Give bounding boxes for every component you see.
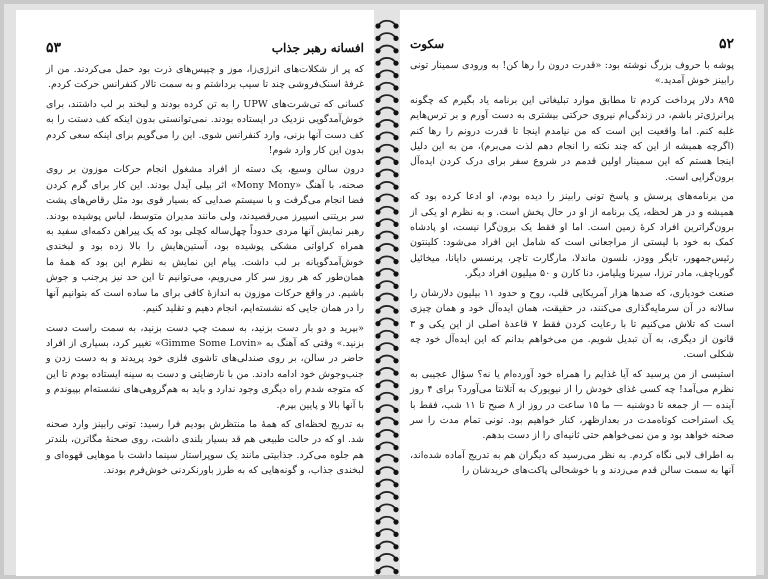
spiral-ring bbox=[375, 157, 398, 165]
spiral-ring bbox=[375, 194, 398, 202]
spiral-ring bbox=[375, 430, 398, 438]
paragraph: پوشه با حروف بزرگ نوشته بود: «قدرت درون را رها کن! به ورودی سمینار تونی رابینز خوش آمدید.» bbox=[410, 60, 734, 87]
page-number: ۵۳ bbox=[46, 40, 62, 56]
spiral-ring bbox=[375, 343, 398, 351]
spiral-ring bbox=[375, 480, 398, 488]
spiral-ring bbox=[375, 170, 398, 178]
spiral-ring bbox=[375, 393, 398, 401]
spiral-rings-icon bbox=[372, 12, 402, 578]
spiral-ring bbox=[375, 504, 398, 512]
spiral-binding bbox=[372, 12, 402, 578]
spiral-ring bbox=[375, 46, 398, 54]
spiral-ring bbox=[375, 306, 398, 314]
paragraph: به تدریج لحظه‌ای که همهٔ ما منتظرش بودیم فرا رسید: تونی رابینز وارد صحنه شد. او که در حالت طبیعی هم قد بسیار بلندی داشت، روی صحنهٔ مگاترن، بلندتر هم جلوه می‌کرد. جذابیتی مانند یک سوپراستار سینما داشت با موهایی قهوه‌ای و لبخندی جذاب، و گونه‌هایی که به طرز باورنکردنی خوش‌فرم بودند. bbox=[46, 418, 364, 477]
paragraph: صنعت خودیاری، که صدها هزار آمریکایی قلب، روح و حدود ۱۱ بیلیون دلارشان را سالانه در آن سرمایه‌گذاری می‌کنند، در حقیقت، همان ایده‌آل خود و همان چیزی است که تلاش می‌کنیم تا با رعایت کردن فقط ۷ قاعدهٔ اصلی از این یکی و ۳ قانون از دیگری، به آن تبدیل شویم. من می‌خواهم بدانم که این ایده‌آل خود چه شکلی است. bbox=[410, 287, 734, 361]
book-spread bbox=[4, 4, 764, 575]
spiral-ring bbox=[375, 83, 398, 91]
chapter-title: افسانه رهبر جذاب bbox=[271, 41, 364, 55]
spiral-ring bbox=[375, 492, 398, 500]
left-page bbox=[16, 10, 374, 576]
paragraph: «بپرید و دو بار دست بزنید، به سمت چپ دست بزنید، به سمت راست دست بزنید.» وقتی که آهنگ به «Gimme Some Lovin» تغییر کرد، بسیاری از افراد حاضر در سالن، بر روی صندلی‌های تاشوی فلزی خود پریدند و به دست زدن و جنب‌وجوش خود ادامه دادند. من با نارضایتی و دست به سینه ایستاده بودم تا این که متوجه شدم راه دیگری وجود ندارد و باید به هم‌گروهی‌های نشسته‌ام بپیوندم و با آنها بالا و پایین بپرم. bbox=[46, 322, 365, 411]
paragraph: من برنامه‌های پرسش و پاسخ تونی رابینز را دیده بودم، او ادعا کرده بود که همیشه و در هر لحظه، یک برنامه از او در حال پخش است. و به نظرم او یکی از برون‌گراترین افراد کرهٔ زمین است. اما او فقط یک برون‌گرا نیست، او پادشاه کمک به خود با لیستی از مراجعانی است که شامل این افراد می‌شود: کلینتون رئیس‌جمهور، تایگر وودز، نلسون ماندلا، مارگارت تاچر، پرنسس دایانا، میخائیل گورباچف، مادر ترزا، سیرنا ویلیامز، دنا کارن و ۵۰ میلیون افراد دیگر. bbox=[410, 191, 734, 280]
spiral-ring bbox=[375, 120, 398, 128]
spiral-ring bbox=[375, 405, 398, 413]
spiral-ring bbox=[375, 219, 398, 227]
spiral-ring bbox=[375, 33, 398, 41]
spiral-ring bbox=[375, 529, 398, 537]
spiral-ring bbox=[375, 368, 398, 376]
spiral-ring bbox=[375, 356, 398, 364]
spiral-ring bbox=[375, 455, 398, 463]
paragraph: درون سالن وسیع، یک دسته از افراد مشغول انجام حرکات موزون بر روی صحنه، با آهنگ «Mony Mony» اثر بیلی آیدل بودند. این کار برای گرم کردن فضا انجام می‌گرفت و با سیستم صدایی که بسیار قوی بود مثل رقاص‌های پشت سر بریتنی اسپیرز می‌رقصیدند، ولی مانند مدیران متوسط، لباس پوشیده بودند. رهبر نمایش آنها مردی حدوداً چهل‌ساله کچلی بود که یک پیراهن دکمه‌ای سفید به همراه کراواتی مشکی پوشیده بود، آستین‌هایش را بالا زده بود و لبخندی خوش‌آمدگویانه بر لب داشت. پیام این نمایش به نظرم این بود که همهٔ ما همان‌طور که هر روز سر کار می‌رویم، می‌توانیم تا این حد نیز پرجنب و جوش باشیم. در واقع حرکات موزون به اندازهٔ کافی برای ما ساده است که بتوانیم آنها را در همان جایی که نشسته‌ایم، انجام دهیم و تقلید کنیم. bbox=[46, 164, 364, 315]
spiral-ring bbox=[375, 21, 398, 29]
paragraph: ۸۹۵ دلار پرداخت کردم تا مطابق موارد تبلیغاتی این برنامه یاد بگیرم که چگونه پرانرژی‌تر باشم، در زندگی‌ام نیروی حرکتی بیشتری به دست آورم و بر ترس‌هایم غلبه کنم. اما واقعیت این است که من نیامدم اینجا تا قدرت درونم را رها کنم (اگرچه همیشه از این که چند نکته را انجام دهم لذت می‌برم)، من به این دلیل اینجا هستم که این سمینار اولین قدمم در شروع سفر برای درک کردن ایده‌آل برون‌گرایی است. bbox=[410, 94, 734, 183]
spiral-ring bbox=[375, 294, 398, 302]
spiral-ring bbox=[375, 380, 398, 388]
spiral-ring bbox=[375, 244, 398, 252]
spiral-ring bbox=[375, 418, 398, 426]
paragraph: به اطراف لابی نگاه کردم. به نظر می‌رسید که دیگران هم به تدریج آماده شده‌اند، آنها به سمت سالن قدم می‌زدند و با خوشحالی پاکت‌های خریدشان را bbox=[410, 449, 734, 477]
spiral-ring bbox=[375, 232, 398, 240]
page-header bbox=[46, 40, 364, 56]
spiral-ring bbox=[375, 467, 398, 475]
spiral-ring bbox=[375, 542, 398, 550]
spiral-ring bbox=[375, 318, 398, 326]
spiral-ring bbox=[375, 442, 398, 450]
spiral-ring bbox=[375, 269, 398, 277]
page-header bbox=[410, 36, 734, 52]
page-number: ۵۲ bbox=[718, 36, 734, 52]
spiral-ring bbox=[375, 132, 398, 140]
right-page bbox=[400, 10, 756, 576]
spiral-ring bbox=[375, 182, 398, 190]
paragraph: که پر از شکلات‌های انرژی‌زا، موز و چیپس‌های ذرت بود حمل می‌کردند. من از غرفهٔ اسنک‌فروشی چند تا سیب برداشتم و به سمت تالار کنفرانس حرکت کردم. bbox=[46, 64, 364, 91]
chapter-title: سکوت bbox=[410, 37, 445, 51]
spiral-ring bbox=[375, 517, 398, 525]
spiral-ring bbox=[375, 256, 398, 264]
spiral-ring bbox=[375, 95, 398, 103]
spiral-ring bbox=[375, 145, 398, 153]
spiral-ring bbox=[375, 70, 398, 78]
spiral-ring bbox=[375, 331, 398, 339]
spiral-ring bbox=[375, 554, 398, 562]
spiral-ring bbox=[375, 281, 398, 289]
spiral-ring bbox=[375, 58, 398, 66]
spiral-ring bbox=[375, 566, 398, 574]
spiral-ring bbox=[375, 207, 398, 215]
spiral-ring bbox=[375, 108, 398, 116]
paragraph: استیسی از من پرسید که آیا غذایم را همراه خود آورده‌ام یا نه؟ سؤال عجیبی به نظرم می‌آمد! چه کسی غذای خودش را از نیویورک به آتلانتا می‌آورد؟ برای ۴ روز آینده — از جمعه تا دوشنبه — ما ۱۵ ساعت در روز از ۸ صبح تا ۱۱ شب، فقط با یک استراحت کوتاه‌مدت در بعدازظهر، کنار خواهیم بود. تونی تمام مدت را سر صحنه خواهد بود و من نمی‌خواهم حتی ثانیه‌ای را از دست بدهم. bbox=[410, 368, 734, 442]
paragraph: کسانی که تی‌شرت‌های UPW را به تن کرده بودند و لبخند بر لب داشتند، برای خوش‌آمدگویی نزدیک در ایستاده بودند. نمی‌توانستی بدون اینکه کف دستت را به کف دست آنها بزنی، وارد کنفرانس شوی. این را می‌گویم برای اینکه سعی کردم بدون این کار وارد شوم! bbox=[46, 98, 364, 157]
